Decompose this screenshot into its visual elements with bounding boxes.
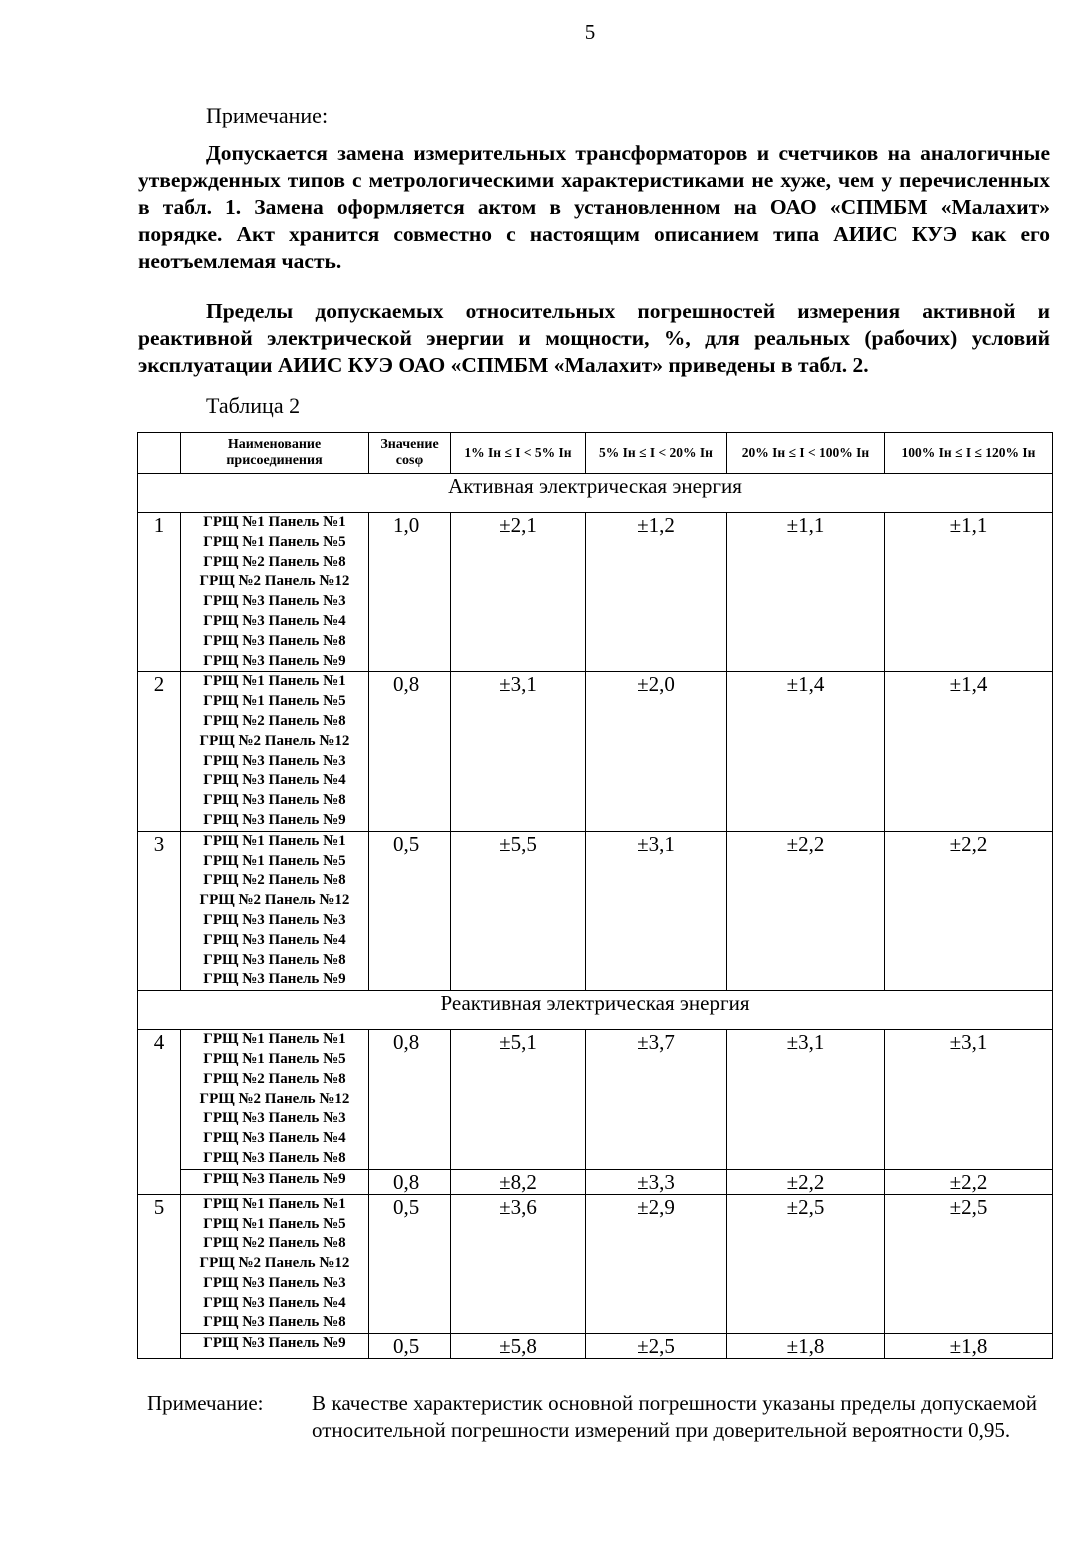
connection-list <box>181 1194 369 1334</box>
connection-name: ГРЩ №3 Панель №9 <box>181 1334 369 1359</box>
connection-name: ГРЩ №2 Панель №12 <box>199 732 350 749</box>
page-number: 5 <box>584 20 596 44</box>
connection-name: ГРЩ №3 Панель №8 <box>203 1149 346 1166</box>
header-range-3: 20% Iн ≤ I < 100% Iн <box>727 433 885 474</box>
footnote-label: Примечание: <box>147 1391 264 1415</box>
table-subrow <box>138 1169 1053 1194</box>
section-title-reactive: Реактивная электрическая энергия <box>138 991 1053 1030</box>
connection-name: ГРЩ №3 Панель №8 <box>203 632 346 649</box>
header-number <box>138 433 181 474</box>
cos-value: 0,5 <box>369 1194 451 1334</box>
connection-name: ГРЩ №1 Панель №5 <box>203 1050 346 1067</box>
cos-value: 0,8 <box>369 1030 451 1170</box>
error-value: ±8,2 <box>451 1169 586 1194</box>
error-value: ±3,3 <box>586 1169 727 1194</box>
row-number: 4 <box>138 1030 181 1195</box>
connection-name: ГРЩ №3 Панель №3 <box>203 593 346 610</box>
cos-value: 0,8 <box>369 672 451 831</box>
error-value: ±3,7 <box>586 1030 727 1170</box>
connection-name: ГРЩ №1 Панель №5 <box>203 533 346 550</box>
error-value: ±2,2 <box>727 1169 885 1194</box>
connection-name: ГРЩ №3 Панель №4 <box>203 1294 346 1311</box>
connection-name: ГРЩ №3 Панель №4 <box>203 931 346 948</box>
table-row <box>138 513 1053 672</box>
paragraph-error-limits <box>138 298 1050 379</box>
connection-name: ГРЩ №2 Панель №8 <box>203 712 346 729</box>
connection-name: ГРЩ №1 Панель №5 <box>203 852 346 869</box>
connection-name: ГРЩ №3 Панель №8 <box>203 792 346 809</box>
connection-name: ГРЩ №1 Панель №1 <box>203 1031 346 1048</box>
connection-name: ГРЩ №2 Панель №12 <box>199 573 350 590</box>
error-value: ±2,5 <box>586 1334 727 1359</box>
connection-name: ГРЩ №2 Панель №12 <box>199 892 350 909</box>
paragraph-2-text: Пределы допускаемых относительных погрешностей измерения активной и реактивной электрической энергии и мощности, %, для реальных (рабочих) условий эксплуатации АИИС КУЭ ОАО «СПМБМ «Малахит» приведены в табл. 2. <box>138 299 1050 377</box>
paragraph-1-text: Допускается замена измерительных трансформаторов и счетчиков на аналогичные утвержденных типов с метрологическими характеристиками не хуже, чем у перечисленных в табл. 1. Замена оформляется актом в установленном на ОАО «СПМБМ «Малахит» порядке. Акт хранится совместно с настоящим описанием типа АИИС КУЭ как его неотъемлемая часть. <box>138 141 1050 273</box>
error-value: ±5,8 <box>451 1334 586 1359</box>
error-value: ±1,8 <box>885 1334 1053 1359</box>
error-value: ±1,2 <box>586 513 727 672</box>
connection-name: ГРЩ №3 Панель №3 <box>203 752 346 769</box>
connection-name: ГРЩ №3 Панель №3 <box>203 1110 346 1127</box>
cos-value: 0,5 <box>369 1334 451 1359</box>
connection-name: ГРЩ №2 Панель №12 <box>199 1255 350 1272</box>
connection-name: ГРЩ №3 Панель №4 <box>203 612 346 629</box>
connection-name: ГРЩ №3 Панель №9 <box>203 652 346 669</box>
error-value: ±2,5 <box>727 1194 885 1334</box>
note-heading: Примечание: <box>206 103 329 128</box>
error-limits-table <box>137 432 1053 1359</box>
error-value: ±2,1 <box>451 513 586 672</box>
table-row <box>138 1194 1053 1334</box>
connection-name: ГРЩ №3 Панель №4 <box>203 1130 346 1147</box>
error-value: ±2,9 <box>586 1194 727 1334</box>
error-value: ±3,1 <box>727 1030 885 1170</box>
section-title-active: Активная электрическая энергия <box>138 474 1053 513</box>
connection-name: ГРЩ №1 Панель №1 <box>203 673 346 690</box>
error-value: ±2,2 <box>885 831 1053 990</box>
connection-name: ГРЩ №1 Панель №1 <box>203 832 346 849</box>
error-value: ±1,1 <box>885 513 1053 672</box>
connection-name: ГРЩ №3 Панель №8 <box>203 1314 346 1331</box>
connection-name: ГРЩ №1 Панель №1 <box>203 1195 346 1212</box>
error-value: ±3,6 <box>451 1194 586 1334</box>
header-range-2: 5% Iн ≤ I < 20% Iн <box>586 433 727 474</box>
error-value: ±1,4 <box>885 672 1053 831</box>
error-value: ±1,4 <box>727 672 885 831</box>
error-value: ±2,0 <box>586 672 727 831</box>
connection-name: ГРЩ №3 Панель №9 <box>181 1169 369 1194</box>
error-value: ±2,5 <box>885 1194 1053 1334</box>
connection-name: ГРЩ №2 Панель №12 <box>199 1090 350 1107</box>
connection-name: ГРЩ №3 Панель №9 <box>203 971 346 988</box>
row-number: 3 <box>138 831 181 990</box>
paragraph-replacement-note <box>138 140 1050 275</box>
error-value: ±2,2 <box>885 1169 1053 1194</box>
connection-list <box>181 831 369 990</box>
connection-name: ГРЩ №3 Панель №8 <box>203 951 346 968</box>
row-number: 2 <box>138 672 181 831</box>
table-header-row <box>138 433 1053 474</box>
table-subrow <box>138 1334 1053 1359</box>
table-caption: Таблица 2 <box>206 393 301 418</box>
header-cos: Значение cosφ <box>369 433 451 474</box>
error-value: ±5,5 <box>451 831 586 990</box>
row-number: 1 <box>138 513 181 672</box>
connection-name: ГРЩ №2 Панель №8 <box>203 872 346 889</box>
footnote-text: В качестве характеристик основной погрешности указаны пределы допускаемой относительной погрешности измерений при доверительной вероятности 0,95. <box>312 1391 1037 1442</box>
connection-list <box>181 513 369 672</box>
error-value: ±3,1 <box>451 672 586 831</box>
connection-name: ГРЩ №2 Панель №8 <box>203 1070 346 1087</box>
table-row <box>138 672 1053 831</box>
connection-name: ГРЩ №3 Панель №4 <box>203 772 346 789</box>
table-row <box>138 1030 1053 1170</box>
cos-value: 1,0 <box>369 513 451 672</box>
section-row-reactive <box>138 991 1053 1030</box>
table-row <box>138 831 1053 990</box>
error-value: ±5,1 <box>451 1030 586 1170</box>
connection-list <box>181 1030 369 1170</box>
header-range-4: 100% Iн ≤ I ≤ 120% Iн <box>885 433 1053 474</box>
connection-name: ГРЩ №3 Панель №3 <box>203 911 346 928</box>
error-value: ±3,1 <box>586 831 727 990</box>
connection-name: ГРЩ №2 Панель №8 <box>203 1235 346 1252</box>
connection-name: ГРЩ №3 Панель №9 <box>203 811 346 828</box>
connection-name: ГРЩ №1 Панель №5 <box>203 1215 346 1232</box>
error-value: ±1,1 <box>727 513 885 672</box>
connection-list <box>181 672 369 831</box>
error-value: ±3,1 <box>885 1030 1053 1170</box>
connection-name: ГРЩ №3 Панель №3 <box>203 1274 346 1291</box>
header-name: Наименование присоединения <box>181 433 369 474</box>
row-number: 5 <box>138 1194 181 1359</box>
cos-value: 0,5 <box>369 831 451 990</box>
cos-value: 0,8 <box>369 1169 451 1194</box>
connection-name: ГРЩ №1 Панель №5 <box>203 693 346 710</box>
connection-name: ГРЩ №1 Панель №1 <box>203 514 346 530</box>
error-value: ±2,2 <box>727 831 885 990</box>
connection-name: ГРЩ №2 Панель №8 <box>203 553 346 570</box>
error-value: ±1,8 <box>727 1334 885 1359</box>
section-row-active <box>138 474 1053 513</box>
header-range-1: 1% Iн ≤ I < 5% Iн <box>451 433 586 474</box>
